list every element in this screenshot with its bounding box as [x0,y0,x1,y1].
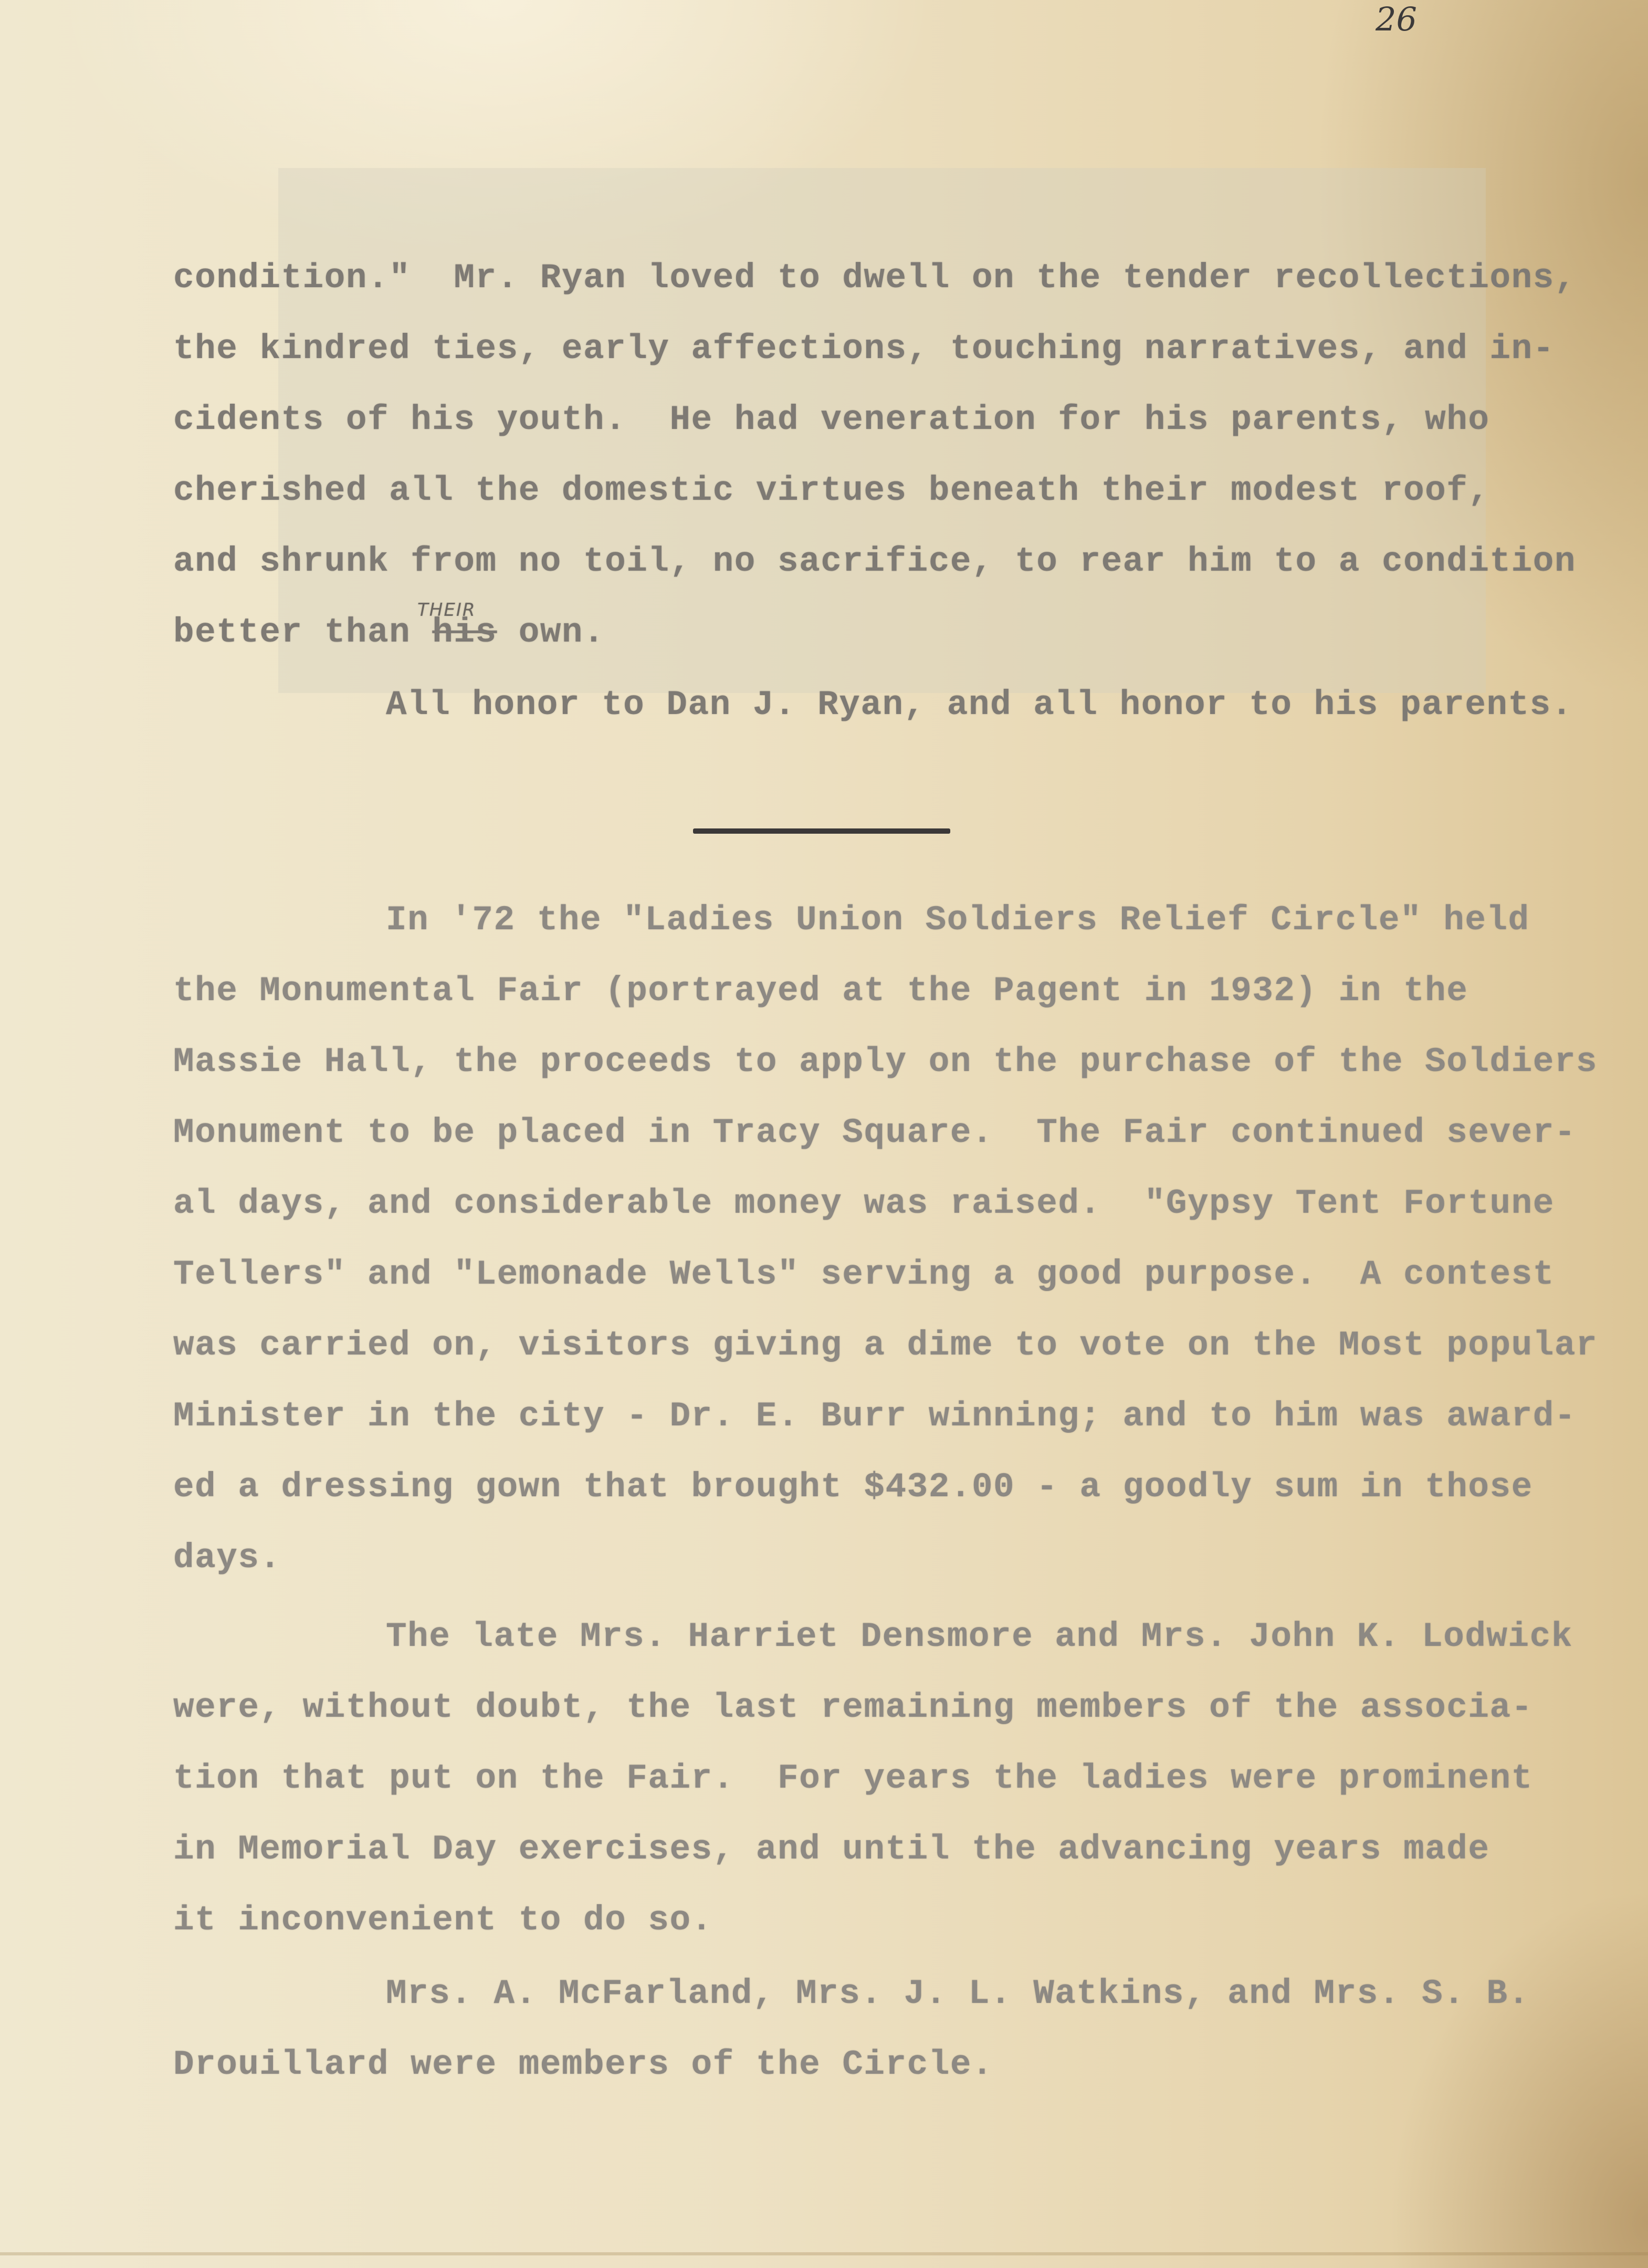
closing-line: All honor to Dan J. Ryan, and all honor to his parents. [386,685,1573,724]
text-line: were, without doubt, the last remaining members of the associa- [173,1688,1533,1727]
text-line: Massie Hall, the proceeds to apply on the purchase of the Soldiers [173,1042,1598,1082]
struck-word: his [432,613,497,652]
paper-edge [0,2252,1648,2255]
text-line: cidents of his youth. He had veneration for his parents, who [173,400,1490,439]
text-line: in Memorial Day exercises, and until the advancing years made [173,1830,1490,1869]
section-divider [693,828,950,834]
text-line: the Monumental Fair (portrayed at the Pagent in 1932) in the [173,971,1468,1011]
text-line: the kindred ties, early affections, touching narratives, and in- [173,329,1555,369]
handwritten-correction: THEIR [417,600,476,621]
page-number: 26 [1376,0,1417,38]
text-line: tion that put on the Fair. For years the ladies were prominent [173,1759,1533,1798]
text-line: was carried on, visitors giving a dime to vote on the Most popular [173,1326,1598,1365]
text-line: In '72 the "Ladies Union Soldiers Relief Circle" held [386,900,1530,940]
text-line: Mrs. A. McFarland, Mrs. J. L. Watkins, and Mrs. S. B. [386,1974,1530,2013]
text-line: cherished all the domestic virtues beneath their modest roof, [173,471,1490,510]
text-line: it inconvenient to do so. [173,1900,713,1940]
text-line: Drouillard were members of the Circle. [173,2045,994,2084]
text-line: days. [173,1538,281,1578]
text-line: Tellers" and "Lemonade Wells" serving a good purpose. A contest [173,1255,1555,1294]
text-line: Minister in the city - Dr. E. Burr winning; and to him was award- [173,1396,1576,1436]
text-line: The late Mrs. Harriet Densmore and Mrs. John K. Lodwick [386,1617,1573,1656]
text-line: al days, and considerable money was raised. "Gypsy Tent Fortune [173,1184,1555,1223]
text-line: Monument to be placed in Tracy Square. The Fair continued sever- [173,1113,1576,1152]
text-line: condition." Mr. Ryan loved to dwell on the tender recollections, [173,258,1576,298]
text-segment: better than [173,613,411,652]
text-line: and shrunk from no toil, no sacrifice, to rear him to a condition [173,542,1576,581]
text-line-with-correction [173,612,605,654]
text-segment: own. [518,613,605,652]
text-line: ed a dressing gown that brought $432.00 - a goodly sum in those [173,1467,1533,1507]
